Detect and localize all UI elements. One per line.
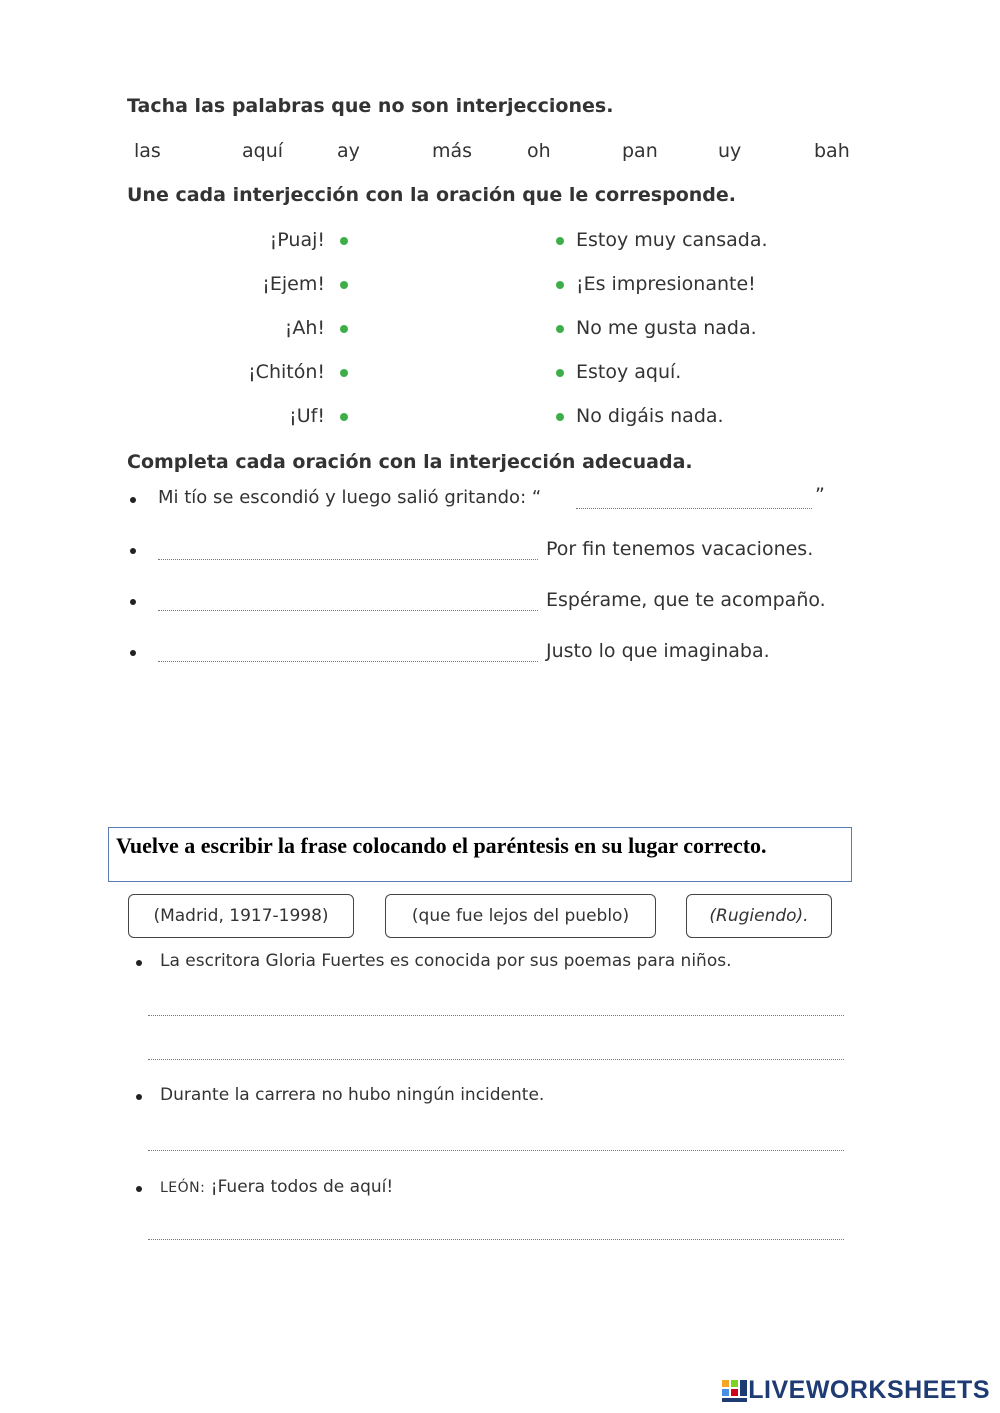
bullet: [136, 960, 142, 966]
word-oh[interactable]: oh: [527, 140, 551, 162]
match-dot-right-3[interactable]: [556, 325, 564, 333]
word-pan[interactable]: pan: [622, 140, 658, 162]
match-right-5: No digáis nada.: [576, 405, 724, 427]
word-uy[interactable]: uy: [718, 140, 742, 162]
complete-sentence-4: Justo lo que imaginaba.: [546, 640, 770, 662]
bullet: [136, 1094, 142, 1100]
rewrite-answer-3[interactable]: [148, 1239, 844, 1240]
complete-answer-2[interactable]: [158, 559, 538, 560]
complete-sentence-3: Espérame, que te acompaño.: [546, 589, 826, 611]
complete-sentence-1: Mi tío se escondió y luego salió gritando: “: [158, 487, 542, 508]
bullet: [130, 650, 136, 656]
rewrite-answer-1b[interactable]: [148, 1059, 844, 1060]
match-dot-right-1[interactable]: [556, 237, 564, 245]
word-aqui[interactable]: aquí: [242, 140, 284, 162]
match-left-chiton: ¡Chitón!: [248, 361, 325, 383]
word-bah[interactable]: bah: [814, 140, 850, 162]
complete-answer-3[interactable]: [158, 610, 538, 611]
rewrite-sentence-3: [160, 1177, 393, 1197]
match-dot-left-4[interactable]: [340, 369, 348, 377]
match-dot-right-2[interactable]: [556, 281, 564, 289]
bullet: [136, 1186, 142, 1192]
rewrite-answer-1a[interactable]: [148, 1015, 844, 1016]
word-mas[interactable]: más: [432, 140, 473, 162]
section-4-title: Vuelve a escribir la frase colocando el paréntesis en su lugar correcto.: [116, 833, 767, 858]
parenthesis-option-3: (Rugiendo).: [686, 894, 832, 938]
parenthesis-option-1: (Madrid, 1917-1998): [128, 894, 354, 938]
section-1-title: Tacha las palabras que no son interjecciones.: [127, 95, 614, 117]
parenthesis-option-2: (que fue lejos del pueblo): [385, 894, 656, 938]
match-right-4: Estoy aquí.: [576, 361, 682, 383]
match-left-ejem: ¡Ejem!: [262, 273, 325, 295]
liveworksheets-brand: LIVEWORKSHEETS: [748, 1376, 990, 1404]
word-las[interactable]: las: [134, 140, 161, 162]
liveworksheets-logo: [722, 1376, 990, 1405]
rewrite-answer-2[interactable]: [148, 1150, 844, 1151]
complete-answer-1[interactable]: [576, 508, 812, 509]
liveworksheets-logo-icon: [722, 1378, 748, 1404]
match-dot-left-1[interactable]: [340, 237, 348, 245]
rewrite-sentence-1: La escritora Gloria Fuertes es conocida por sus poemas para niños.: [160, 951, 732, 971]
match-dot-left-2[interactable]: [340, 281, 348, 289]
complete-sentence-2: Por fin tenemos vacaciones.: [546, 538, 814, 560]
match-dot-left-3[interactable]: [340, 325, 348, 333]
match-left-ah: ¡Ah!: [284, 317, 325, 339]
bullet: [130, 497, 136, 503]
match-dot-right-4[interactable]: [556, 369, 564, 377]
complete-answer-4[interactable]: [158, 661, 538, 662]
word-ay[interactable]: ay: [337, 140, 360, 162]
match-right-3: No me gusta nada.: [576, 317, 757, 339]
match-left-puaj: ¡Puaj!: [269, 229, 325, 251]
match-dot-left-5[interactable]: [340, 413, 348, 421]
bullet: [130, 599, 136, 605]
match-right-2: ¡Es impresionante!: [576, 273, 756, 295]
section-4-title-box: [108, 827, 852, 882]
section-3-title: Completa cada oración con la interjección adecuada.: [127, 451, 693, 473]
section-2-title: Une cada interjección con la oración que le corresponde.: [127, 184, 736, 206]
match-left-uf: ¡Uf!: [289, 405, 325, 427]
closing-quote: ”: [815, 484, 825, 506]
bullet: [130, 548, 136, 554]
rewrite-sentence-2: Durante la carrera no hubo ningún incidente.: [160, 1085, 545, 1105]
match-right-1: Estoy muy cansada.: [576, 229, 768, 251]
speaker-line: ¡Fuera todos de aquí!: [210, 1177, 394, 1197]
match-dot-right-5[interactable]: [556, 413, 564, 421]
speaker-label: LEÓN:: [160, 1180, 206, 1196]
